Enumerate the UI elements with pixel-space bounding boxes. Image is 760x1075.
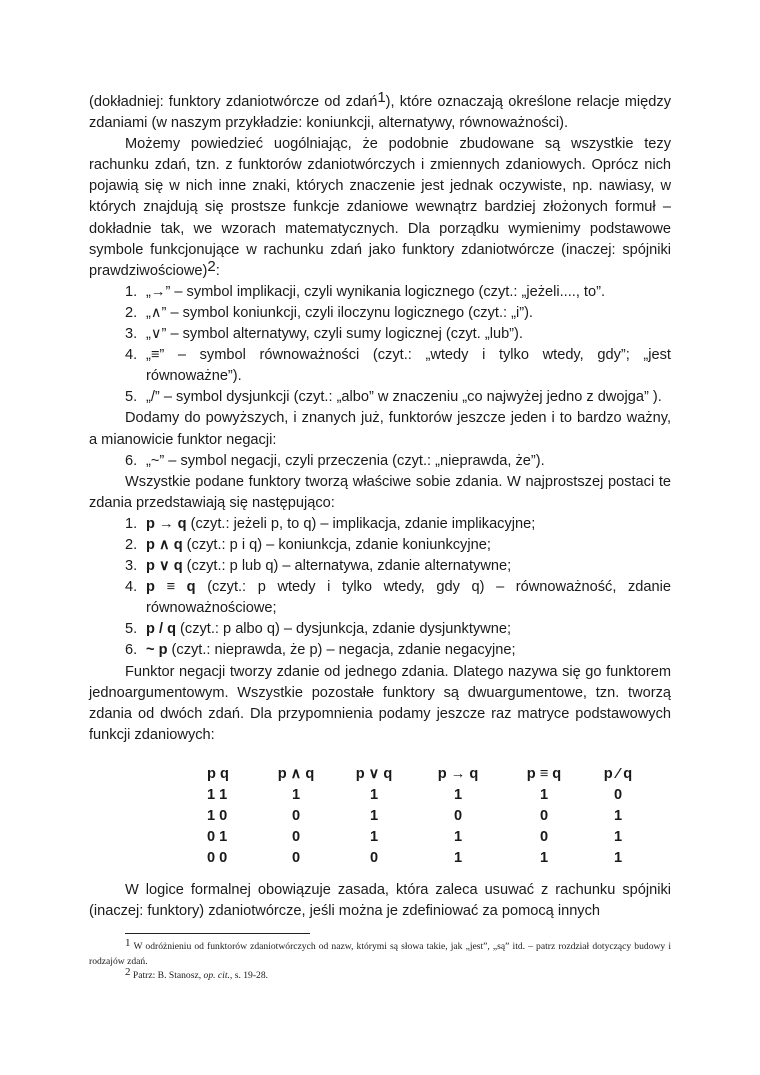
list-item xyxy=(89,514,671,535)
cell: 0 xyxy=(291,850,301,867)
header-cell: p ∧ q xyxy=(277,766,315,783)
cell: 1 xyxy=(369,786,379,803)
list-number: 1. xyxy=(125,515,138,532)
header-cell: p ≡ q xyxy=(526,765,562,782)
list-text: „/” – symbol dysjunkcji (czyt.: „albo” w znaczeniu „co najwyżej jedno z dwojga” ). xyxy=(146,389,662,406)
table-row xyxy=(197,784,651,805)
cell: 1 xyxy=(613,807,623,824)
list-text: (czyt.: p albo q) – dysjunkcja, zdanie dysjunktywne; xyxy=(176,621,512,638)
text: (dokładniej: funktory zdaniotwórcze od zdań xyxy=(89,94,378,110)
paragraph-generalization xyxy=(89,134,671,282)
list-number: 3. xyxy=(125,558,138,575)
formula-list xyxy=(89,514,671,662)
cell: 0 xyxy=(539,807,549,824)
header-cell: p q xyxy=(207,765,229,782)
cell: 1 xyxy=(369,807,379,824)
list-number: 1. xyxy=(125,283,138,300)
cell: 0 0 xyxy=(207,850,228,867)
table-row xyxy=(197,848,651,869)
footnotes xyxy=(89,937,671,984)
table-row xyxy=(197,827,651,848)
list-text: (czyt.: p wtedy i tylko wtedy, gdy q) – równoważność, zdanie równoważnościowe; xyxy=(146,579,671,617)
footnote-text: Patrz: B. Stanosz, xyxy=(132,970,204,981)
cell: 1 xyxy=(453,829,463,846)
list-number: 6. xyxy=(125,642,138,659)
list-text: (czyt.: nieprawda, że p) – negacja, zdanie negacyjne; xyxy=(167,642,516,659)
list-number: 2. xyxy=(125,304,138,321)
formula: p / q xyxy=(146,621,176,638)
cell: 1 0 xyxy=(207,807,228,824)
cell: 1 xyxy=(453,786,463,803)
list-text: „∨” – symbol alternatywy, czyli sumy logicznej (czyt. „lub”). xyxy=(146,326,523,343)
list-item xyxy=(89,324,671,345)
paragraph-formal-logic: W logice formalnej obowiązuje zasada, która zaleca usuwać z rachunku spójniki (inaczej: funktory) zdaniotwórcze, jeśli można je zdefiniować za pomocą innych xyxy=(89,882,671,920)
list-item xyxy=(89,619,671,640)
list-text: (czyt.: p lub q) – alternatywa, zdanie alternatywne; xyxy=(182,558,512,575)
cell: 0 xyxy=(453,807,463,824)
header-cell: p → q xyxy=(437,765,479,782)
list-text: (czyt.: p i q) – koniunkcja, zdanie koniunkcyjne; xyxy=(182,536,491,553)
cell: 1 xyxy=(613,829,623,846)
footnote-2 xyxy=(89,966,671,984)
list-item xyxy=(89,303,671,324)
list-number: 4. xyxy=(125,579,138,596)
list-number: 4. xyxy=(125,347,138,364)
list-item-negation xyxy=(89,451,671,472)
cell: 0 xyxy=(613,786,623,803)
list-number: 6. xyxy=(125,452,138,469)
cell: 0 xyxy=(291,807,301,824)
cell: 0 xyxy=(291,829,301,846)
list-text: (czyt.: jeżeli p, to q) – implikacja, zdanie implikacyjne; xyxy=(186,515,536,532)
paragraph-arity: Funktor negacji tworzy zdanie od jednego zdania. Dlatego nazywa się go funktorem jednoargumentowym. Wszystkie pozostałe funktory są dwuargumentowe, tzn. tworzą zdania od dwóch zdań. Dla przypomnienia podamy jeszcze raz matryce podstawowych funkcji zdaniowych: xyxy=(89,663,671,743)
cell: 1 xyxy=(539,786,549,803)
list-item xyxy=(89,577,671,619)
header-cell: p ∨ q xyxy=(355,766,393,783)
list-item xyxy=(89,345,671,387)
text: ), które oznaczają określone relacje między zdaniami (w naszym przykładzie: koniunkcji, alternatywy, równoważności). xyxy=(89,94,671,132)
footnote-text: , s. 19-28. xyxy=(229,970,269,981)
list-item xyxy=(89,556,671,577)
cell: 1 xyxy=(369,829,379,846)
text: : xyxy=(215,262,220,279)
footnote-text: W odróżnieniu od funktorów zdaniotwórczych od nazw, którymi są słowa takie, jak „jest”, „są” itd. – patrz rozdział dotyczący budowy i rodzajów zdań. xyxy=(89,941,671,967)
list-item xyxy=(89,640,671,661)
cell: 1 xyxy=(453,850,463,867)
formula: p ≡ q xyxy=(146,579,196,596)
formula: p ∨ q xyxy=(146,558,183,575)
list-item xyxy=(89,282,671,303)
footnote-ref-1[interactable]: 1 xyxy=(377,89,386,106)
list-number: 3. xyxy=(125,326,138,343)
formula: ~ p xyxy=(146,642,168,659)
cell: 0 1 xyxy=(207,829,228,846)
paragraph-forms-intro: Wszystkie podane funktory tworzą właściwe sobie zdania. W najprostszej postaci te zdania przedstawiają się następująco: xyxy=(89,473,671,511)
footnote-ref-2[interactable]: 2 xyxy=(207,257,216,275)
formula: p ∧ q xyxy=(146,536,183,553)
cell: 1 1 xyxy=(207,786,228,803)
cell: 1 xyxy=(613,850,623,867)
list-number: 5. xyxy=(125,621,138,638)
table-row xyxy=(197,805,651,826)
footnote-1 xyxy=(89,937,671,969)
text: Możemy powiedzieć uogólniając, że podobnie zbudowane są wszystkie tezy rachunku zdań, tzn. z funktorów zdaniotwórczych i zmiennych zdaniowych. Oprócz nich pojawią się w nich inne znaki, których znaczenie jest jednak oczywiste, np. nawiasy, w których znajdują się prostsze funkcje zdaniowe wewnątrz bardziej złożonych formuł – dokładnie tak, we wzorach matematycznych. Dla porządku wymienimy podstawowe symbole funkcjonujące w rachunku zdań jako funktory zdaniotwórcze (inaczej: spójniki prawdziwościowe) xyxy=(89,136,671,279)
cell: 1 xyxy=(291,786,301,803)
cell: 1 xyxy=(539,850,549,867)
list-text: „≡” – symbol równoważności (czyt.: „wtedy i tylko wtedy, gdy”; „jest równoważne”). xyxy=(146,347,671,385)
paragraph-negation-intro: Dodamy do powyższych, i znanych już, funktorów jeszcze jeden i to bardzo ważny, a mianowicie funktor negacji: xyxy=(89,410,671,448)
closing-text xyxy=(89,880,671,922)
footnote-number: 2 xyxy=(125,966,131,978)
truth-table xyxy=(197,763,651,869)
symbol-list xyxy=(89,282,671,409)
list-item xyxy=(89,535,671,556)
list-text: „∧” – symbol koniunkcji, czyli iloczynu logicznego (czyt.: „i”). xyxy=(146,304,533,321)
list-number: 5. xyxy=(125,389,138,406)
paragraph-intro xyxy=(89,89,671,134)
list-item xyxy=(89,387,671,408)
list-text: „→” – symbol implikacji, czyli wynikania logicznego (czyt.: „jeżeli...., to”. xyxy=(146,283,606,300)
footnote-number: 1 xyxy=(125,937,131,949)
cell: 0 xyxy=(539,829,549,846)
list-number: 2. xyxy=(125,536,138,553)
footnote-separator xyxy=(125,933,310,934)
truth-table-header xyxy=(197,763,651,784)
list-text: „~” – symbol negacji, czyli przeczenia (czyt.: „nieprawda, że”). xyxy=(146,452,545,469)
cell: 0 xyxy=(369,850,379,867)
header-cell: p ∕ q xyxy=(603,765,633,782)
formula: p → q xyxy=(146,515,187,532)
document-body xyxy=(89,89,671,746)
footnote-citation: op. cit. xyxy=(203,970,230,981)
